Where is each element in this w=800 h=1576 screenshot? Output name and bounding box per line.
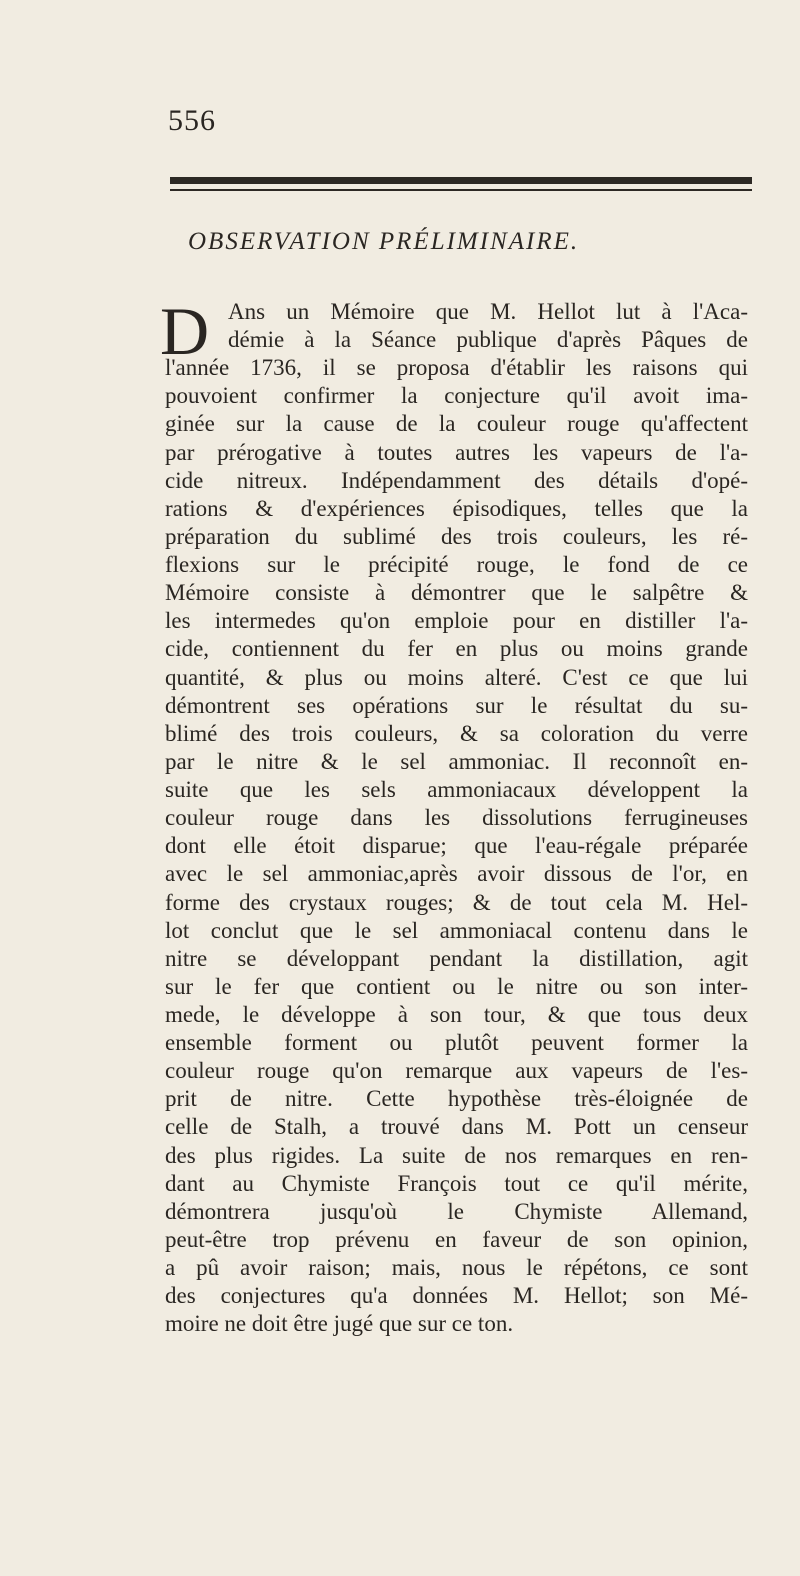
text-line: par le nitre & le sel ammoniac. Il reconnoît en- (165, 749, 748, 774)
text-line: flexions sur le précipité rouge, le fond de ce (165, 552, 748, 577)
text-line: par prérogative à toutes autres les vapeurs de l'a- (165, 440, 748, 465)
text-line: prit de nitre. Cette hypothèse très-éloignée de (165, 1086, 748, 1111)
section-heading: OBSERVATION PRÉLIMINAIRE. (188, 228, 580, 255)
text-line: pouvoient confirmer la conjecture qu'il avoit ima- (165, 383, 748, 408)
text-line: cide nitreux. Indépendamment des détails d'opé- (165, 468, 748, 493)
text-line: ginée sur la cause de la couleur rouge qu'affectent (165, 411, 748, 436)
text-line: peut-être trop prévenu en faveur de son opinion, (165, 1227, 748, 1252)
text-line: sur le fer que contient ou le nitre ou son inter- (165, 974, 748, 999)
text-line: moire ne doit être jugé que sur ce ton. (165, 1311, 514, 1336)
page-number: 556 (168, 104, 216, 137)
text-line: celle de Stalh, a trouvé dans M. Pott un censeur (165, 1114, 748, 1139)
header-rule-thick (170, 177, 752, 184)
text-line: dant au Chymiste François tout ce qu'il mérite, (165, 1171, 748, 1196)
text-line: ensemble forment ou plutôt peuvent former la (165, 1030, 748, 1055)
text-line: cide, contiennent du fer en plus ou moins grande (165, 636, 748, 661)
text-line: démie à la Séance publique d'après Pâques de (228, 327, 748, 352)
drop-cap: D (160, 293, 210, 369)
text-line: des plus rigides. La suite de nos remarques en ren- (165, 1143, 748, 1168)
text-line: démontrent ses opérations sur le résultat du su- (165, 693, 748, 718)
text-line: dont elle étoit disparue; que l'eau-régale préparée (165, 833, 748, 858)
text-line: rations & d'expériences épisodiques, telles que la (165, 496, 748, 521)
text-line: forme des crystaux rouges; & de tout cela M. Hel- (165, 890, 748, 915)
text-line: couleur rouge dans les dissolutions ferrugineuses (165, 805, 748, 830)
text-line: démontrera jusqu'où le Chymiste Allemand, (165, 1199, 748, 1224)
text-line: lot conclut que le sel ammoniacal contenu dans le (165, 918, 748, 943)
text-line: avec le sel ammoniac,après avoir dissous de l'or, en (165, 861, 748, 886)
text-line: mede, le développe à son tour, & que tous deux (165, 1002, 748, 1027)
text-line: couleur rouge qu'on remarque aux vapeurs de l'es- (165, 1058, 748, 1083)
text-line: l'année 1736, il se proposa d'établir les raisons qui (165, 355, 748, 380)
text-line: blimé des trois couleurs, & sa coloration du verre (165, 721, 748, 746)
text-line: Ans un Mémoire que M. Hellot lut à l'Aca- (228, 299, 748, 324)
header-rule-thin (170, 189, 752, 191)
text-line: les intermedes qu'on emploie pour en distiller l'a- (165, 608, 748, 633)
text-line: Mémoire consiste à démontrer que le salpêtre & (165, 580, 748, 605)
text-line: a pû avoir raison; mais, nous le répétons, ce sont (165, 1255, 748, 1280)
text-line: préparation du sublimé des trois couleurs, les ré- (165, 524, 748, 549)
text-line: quantité, & plus ou moins alteré. C'est ce que lui (165, 665, 748, 690)
text-line: des conjectures qu'a données M. Hellot; son Mé- (165, 1283, 748, 1308)
text-line: nitre se développant pendant la distillation, agit (165, 946, 748, 971)
text-line: suite que les sels ammoniacaux développent la (165, 777, 748, 802)
